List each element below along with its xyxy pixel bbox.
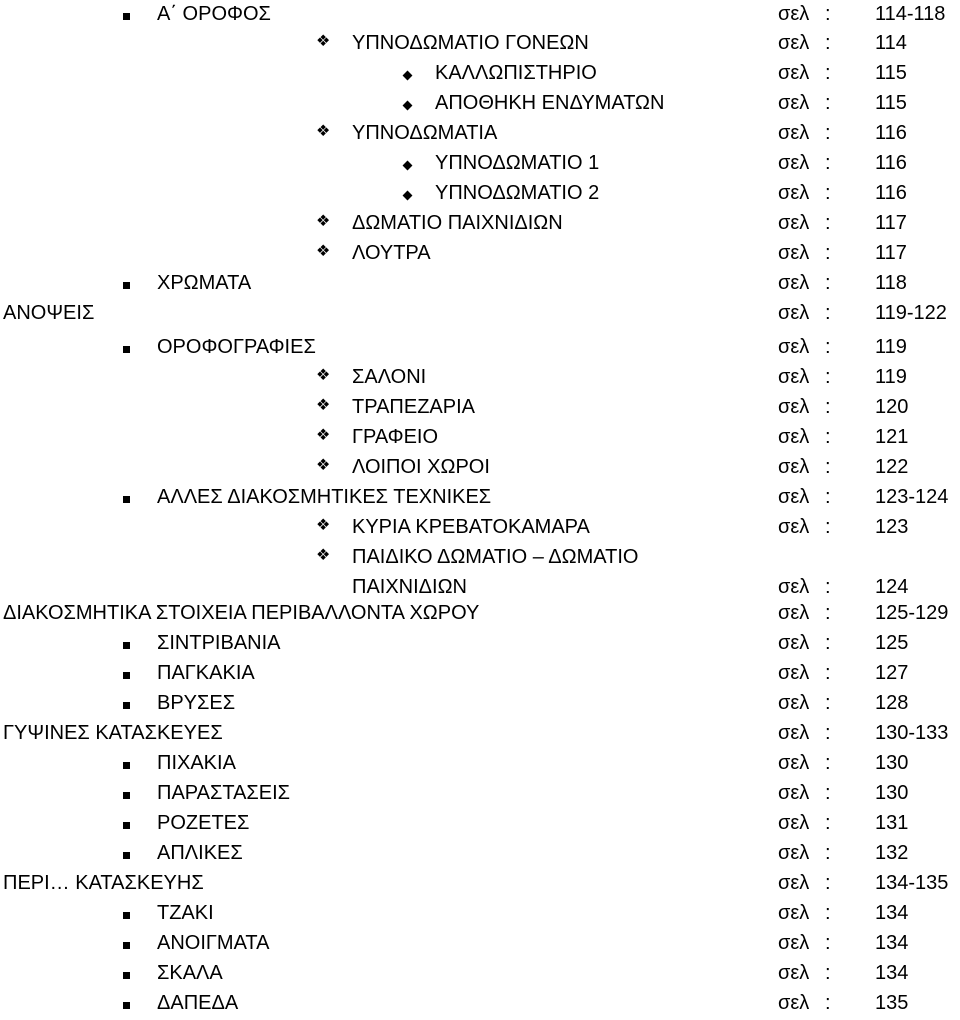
page-number: 134-135 [875,872,949,894]
page-separator: : [825,212,831,234]
page-separator: : [825,692,831,714]
toc-entry [0,484,960,514]
toc-entry-title: ΣΙΝΤΡΙΒΑΝΙΑ [157,632,281,654]
toc-entry [0,210,960,240]
page-number: 125 [875,632,909,654]
square-bullet-icon [123,840,130,866]
toc-entry [0,960,960,990]
page-label: σελ [778,632,810,654]
page-number: 117 [875,212,907,234]
square-bullet-icon [123,900,130,926]
square-bullet-icon [123,334,130,360]
square-bullet-icon [123,660,130,686]
page-separator: : [825,32,831,54]
four-diamond-bullet-icon: ❖ [316,457,330,474]
toc-entry-title: ΟΡΟΦΟΓΡΑΦΙΕΣ [157,336,316,358]
toc-entry-title: ΔΙΑΚΟΣΜΗΤΙΚΑ ΣΤΟΙΧΕΙΑ ΠΕΡΙΒΑΛΛΟΝΤΑ ΧΩΡΟΥ [3,602,480,624]
page-number: 132 [875,842,909,864]
page-label: σελ [778,782,810,804]
page-separator: : [825,752,831,774]
page-label: σελ [778,272,810,294]
page-separator: : [825,602,831,624]
toc-entry [0,454,960,484]
page-label: σελ [778,152,810,174]
page-label: σελ [778,242,810,264]
four-diamond-bullet-icon: ❖ [316,213,330,230]
toc-entry-title: ΠΑΓΚΑΚΙΑ [157,662,255,684]
toc-entry-title-continuation: ΠΑΙΧΝΙΔΙΩΝ [352,576,467,598]
page-label: σελ [778,812,810,834]
toc-entry [0,870,960,900]
page-separator: : [825,842,831,864]
page-number: 118 [875,272,907,294]
toc-entry-title: Α΄ ΟΡΟΦΟΣ [157,3,271,25]
page-separator: : [825,242,831,264]
toc-entry-title: ΑΠΛΙΚΕΣ [157,842,243,864]
page-label: σελ [778,336,810,358]
diamond-bullet-icon [404,150,411,176]
toc-entry-title: ΥΠΝΟΔΩΜΑΤΙΟ ΓΟΝΕΩΝ [352,32,589,54]
page-label: σελ [778,212,810,234]
square-bullet-icon [123,810,130,836]
page-number: 114 [875,32,907,54]
toc-entry [0,780,960,810]
page-label: σελ [778,576,810,598]
page-separator: : [825,122,831,144]
toc-entry-title: ΔΩΜΑΤΙΟ ΠΑΙΧΝΙΔΙΩΝ [352,212,563,234]
toc-entry-title: ΑΠΟΘΗΚΗ ΕΝΔΥΜΑΤΩΝ [435,92,665,114]
toc-entry [0,544,960,598]
toc-entry-title: ΔΑΠΕΔΑ [157,992,239,1014]
square-bullet-icon [123,1,130,27]
page-number: 119 [875,366,907,388]
toc-entry-title: ΓΥΨΙΝΕΣ ΚΑΤΑΣΚΕΥΕΣ [3,722,223,744]
page-label: σελ [778,842,810,864]
toc-entry-title: ΥΠΝΟΔΩΜΑΤΙΟ 1 [435,152,600,174]
page-number: 124 [875,576,909,598]
square-bullet-icon [123,780,130,806]
toc-entry [0,394,960,424]
toc-entry [0,630,960,660]
page-separator: : [825,396,831,418]
page-separator: : [825,486,831,508]
page-label: σελ [778,752,810,774]
toc-entry [0,240,960,270]
toc-entry [0,600,960,630]
page-number: 134 [875,932,909,954]
page-number: 123 [875,516,909,538]
square-bullet-icon [123,990,130,1016]
page-separator: : [825,182,831,204]
page-number: 115 [875,92,907,114]
toc-entry [0,30,960,60]
square-bullet-icon [123,630,130,656]
page-label: σελ [778,92,810,114]
toc-entry-title: ΡΟΖΕΤΕΣ [157,812,250,834]
page-separator: : [825,932,831,954]
page-separator: : [825,92,831,114]
toc-entry [0,300,960,330]
four-diamond-bullet-icon: ❖ [316,517,330,534]
page-label: σελ [778,62,810,84]
toc-entry [0,270,960,300]
toc-entry-title: ΑΝΟΨΕΙΣ [3,302,95,324]
page-separator: : [825,272,831,294]
page-separator: : [825,62,831,84]
four-diamond-bullet-icon: ❖ [316,367,330,384]
page-label: σελ [778,932,810,954]
page-number: 130-133 [875,722,949,744]
page-number: 123-124 [875,486,949,508]
page-separator: : [825,812,831,834]
page-separator: : [825,632,831,654]
toc-entry-title: ΥΠΝΟΔΩΜΑΤΙΟ 2 [435,182,600,204]
toc-entry [0,690,960,720]
page-label: σελ [778,32,810,54]
toc-entry-title: ΑΛΛΕΣ ΔΙΑΚΟΣΜΗΤΙΚΕΣ ΤΕΧΝΙΚΕΣ [157,486,492,508]
page-number: 116 [875,152,907,174]
toc-entry-title: ΣΑΛΟΝΙ [352,366,427,388]
page-number: 134 [875,962,909,984]
page-number: 116 [875,122,907,144]
page-label: σελ [778,456,810,478]
page-number: 134 [875,902,909,924]
page-separator: : [825,366,831,388]
toc-entry [0,1,960,31]
page-number: 130 [875,782,909,804]
page-separator: : [825,662,831,684]
page-separator: : [825,3,831,25]
toc-entry [0,364,960,394]
page-separator: : [825,576,831,598]
toc-entry [0,120,960,150]
square-bullet-icon [123,484,130,510]
toc-entry [0,810,960,840]
toc-entry-title: ΛΟΙΠΟΙ ΧΩΡΟΙ [352,456,490,478]
square-bullet-icon [123,960,130,986]
toc-entry [0,750,960,780]
toc-entry-title: ΤΡΑΠΕΖΑΡΙΑ [352,396,475,418]
four-diamond-bullet-icon: ❖ [316,427,330,444]
page-label: σελ [778,426,810,448]
toc-entry-title: ΧΡΩΜΑΤΑ [157,272,252,294]
page-label: σελ [778,366,810,388]
page-separator: : [825,722,831,744]
four-diamond-bullet-icon: ❖ [316,397,330,414]
toc-entry-title: ΒΡΥΣΕΣ [157,692,236,714]
four-diamond-bullet-icon: ❖ [316,243,330,260]
page-separator: : [825,516,831,538]
page-number: 130 [875,752,909,774]
toc-entry-title: ΚΑΛΛΩΠΙΣΤΗΡΙΟ [435,62,597,84]
four-diamond-bullet-icon: ❖ [316,33,330,50]
page-label: σελ [778,722,810,744]
page-label: σελ [778,122,810,144]
page-label: σελ [778,396,810,418]
toc-entry-title: ΑΝΟΙΓΜΑΤΑ [157,932,270,954]
page-number: 116 [875,182,907,204]
toc-entry-title: ΠΑΙΔΙΚΟ ΔΩΜΑΤΙΟ – ΔΩΜΑΤΙΟ [352,546,639,568]
page-number: 131 [875,812,909,834]
page-number: 122 [875,456,909,478]
toc-entry-title: ΤΖΑΚΙ [157,902,214,924]
page-number: 135 [875,992,909,1014]
page-label: σελ [778,692,810,714]
toc-entry [0,180,960,210]
page-number: 114-118 [875,3,946,25]
page-number: 119-122 [875,302,947,324]
diamond-bullet-icon [404,90,411,116]
square-bullet-icon [123,930,130,956]
page-number: 119 [875,336,907,358]
page-label: σελ [778,182,810,204]
toc-entry [0,90,960,120]
page-number: 121 [875,426,909,448]
toc-entry-title: ΣΚΑΛΑ [157,962,223,984]
toc-entry [0,660,960,690]
page-label: σελ [778,516,810,538]
page-label: σελ [778,962,810,984]
toc-entry [0,990,960,1020]
page-number: 127 [875,662,909,684]
page-label: σελ [778,872,810,894]
page-separator: : [825,302,831,324]
page-label: σελ [778,486,810,508]
page-separator: : [825,782,831,804]
page-separator: : [825,152,831,174]
square-bullet-icon [123,690,130,716]
page-label: σελ [778,992,810,1014]
toc-entry-title: ΓΡΑΦΕΙΟ [352,426,439,448]
square-bullet-icon [123,270,130,296]
toc-entry [0,150,960,180]
page-label: σελ [778,3,810,25]
page-separator: : [825,992,831,1014]
toc-entry [0,424,960,454]
toc-entry [0,720,960,750]
toc-entry-title: ΥΠΝΟΔΩΜΑΤΙΑ [352,122,498,144]
page-separator: : [825,336,831,358]
page-label: σελ [778,302,810,324]
toc-entry-title: ΚΥΡΙΑ ΚΡΕΒΑΤΟΚΑΜΑΡΑ [352,516,590,538]
square-bullet-icon [123,750,130,776]
four-diamond-bullet-icon: ❖ [316,547,330,564]
page-number: 115 [875,62,907,84]
toc-entry-title: ΠΕΡΙ… ΚΑΤΑΣΚΕΥΗΣ [3,872,204,894]
four-diamond-bullet-icon: ❖ [316,123,330,140]
page-number: 125-129 [875,602,949,624]
toc-entry [0,900,960,930]
toc-entry [0,334,960,364]
toc-entry-title: ΠΙΧΑΚΙΑ [157,752,236,774]
page-label: σελ [778,602,810,624]
toc-entry [0,930,960,960]
page-separator: : [825,456,831,478]
page-separator: : [825,902,831,924]
page-separator: : [825,872,831,894]
toc-entry-title: ΛΟΥΤΡΑ [352,242,431,264]
diamond-bullet-icon [404,180,411,206]
page-label: σελ [778,902,810,924]
page-number: 128 [875,692,909,714]
toc-entry [0,840,960,870]
toc-entry-title: ΠΑΡΑΣΤΑΣΕΙΣ [157,782,291,804]
page-label: σελ [778,662,810,684]
toc-entry [0,60,960,90]
toc-entry [0,514,960,544]
diamond-bullet-icon [404,60,411,86]
page-number: 120 [875,396,909,418]
page-separator: : [825,962,831,984]
page-number: 117 [875,242,907,264]
page-separator: : [825,426,831,448]
